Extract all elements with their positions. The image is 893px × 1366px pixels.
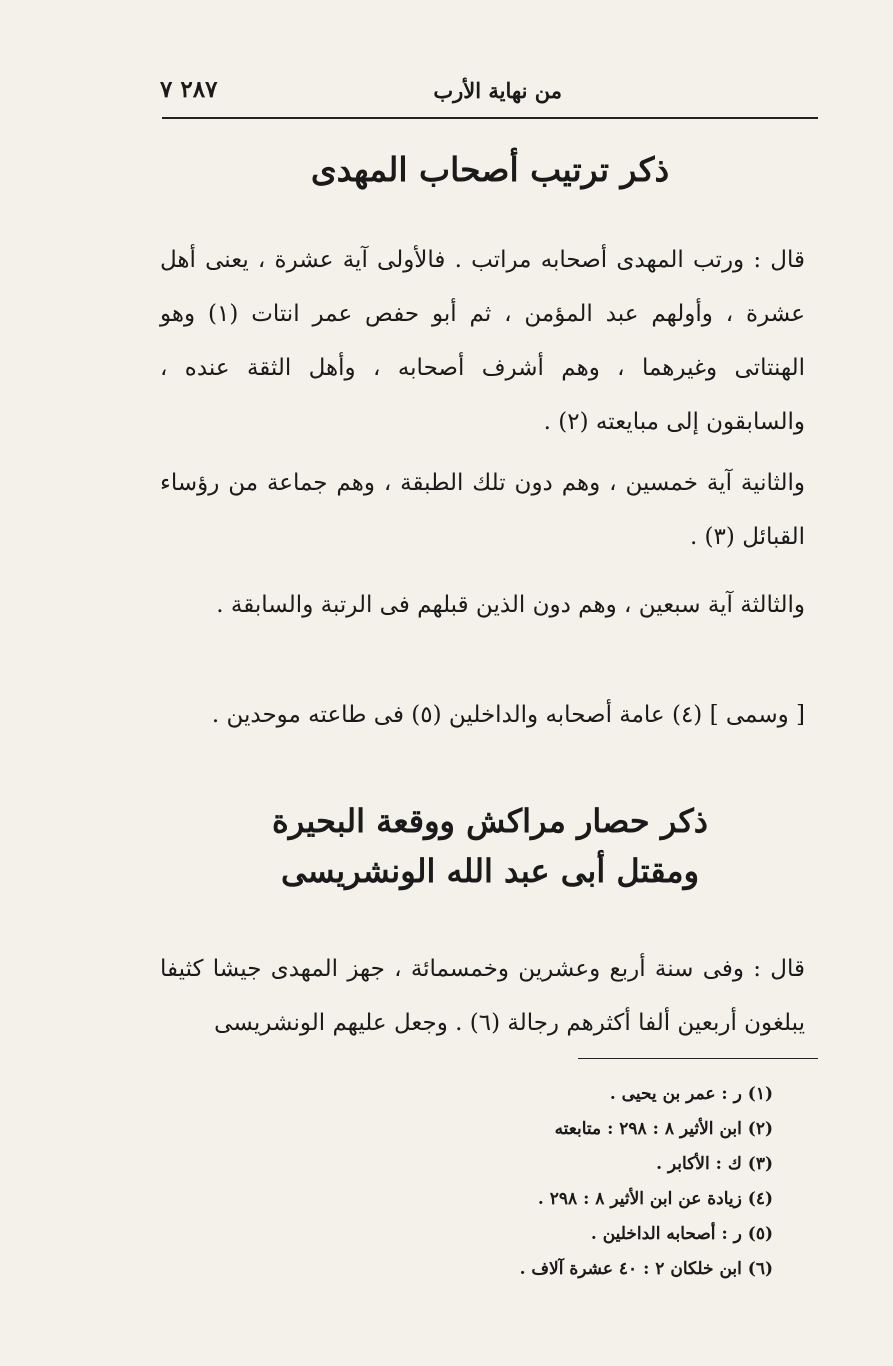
section-heading-siege-line2: ومقتل أبى عبد الله الونشريسى: [280, 852, 700, 890]
footnote-2: (٢) ابن الأثير ٨ : ٢٩٨ : متابعته: [554, 1119, 773, 1139]
footnote-rule: [578, 1058, 818, 1059]
paragraph-ranks-intro: قال : ورتب المهدى أصحابه مراتب . فالأولى آية عشرة ، يعنى أهل عشرة ، وأولهم عبد المؤمن ، ثم أبو حفص عمر انتات (١) وهو الهنتاتى وغيرهما ، وهم أشرف أصحابه ، وأهل الثقة عنده ، والسابقون إلى مبايعته (٢) .: [160, 247, 806, 435]
running-title: من نهاية الأرب: [433, 78, 562, 103]
running-header: [160, 70, 820, 110]
section-heading-order-of-companions: ذكر ترتيب أصحاب المهدى: [310, 150, 670, 189]
section-heading-siege-line1: ذكر حصار مراكش ووقعة البحيرة: [272, 802, 708, 840]
page-number: ٢٨٧ ٧: [160, 76, 218, 103]
footnotes-list: [353, 1077, 773, 1287]
paragraph-siege: قال : وفى سنة أربع وعشرين وخمسمائة ، جهز المهدى جيشا كثيفا يبلغون أربعين ألفا أكثرهم رجالة (٦) . وجعل عليهم الونشريسى: [160, 956, 805, 1036]
footnote-4: (٤) زيادة عن ابن الأثير ٨ : ٢٩٨ .: [537, 1189, 773, 1209]
footnote-6: (٦) ابن خلكان ٢ : ٤٠ عشرة آلاف .: [519, 1259, 773, 1279]
footnote-5: (٥) ر : أصحابه الداخلين .: [590, 1224, 773, 1244]
paragraph-third-rank: والثالثة آية سبعين ، وهم دون الذين قبلهم فى الرتبة والسابقة .: [216, 592, 805, 618]
paragraph-second-rank: والثانية آية خمسين ، وهم دون تلك الطبقة ، وهم جماعة من رؤساء القبائل (٣) .: [160, 470, 805, 550]
header-rule: [162, 117, 818, 119]
footnote-1: (١) ر : عمر بن يحيى .: [609, 1084, 773, 1104]
paragraph-muwahhidin: [ وسمى ] (٤) عامة أصحابه والداخلين (٥) فى طاعته موحدين .: [211, 702, 805, 728]
footnote-3: (٣) ك : الأكابر .: [656, 1154, 773, 1174]
